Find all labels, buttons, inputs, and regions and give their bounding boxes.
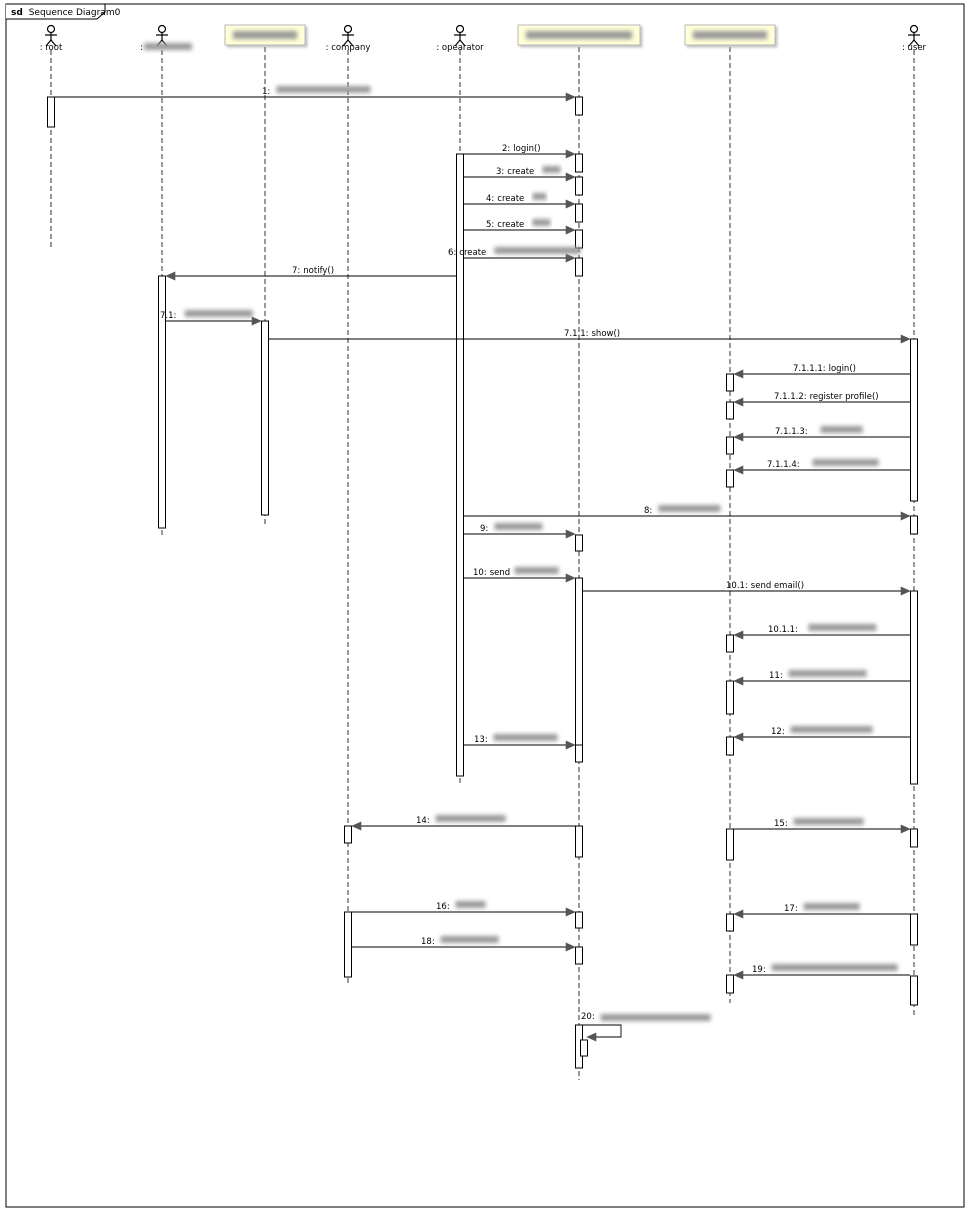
activation-bar	[727, 914, 734, 931]
activation-bar	[727, 437, 734, 454]
message-label	[480, 524, 488, 534]
arrowhead	[352, 822, 361, 830]
arrowhead	[734, 677, 743, 685]
message-label-redacted	[494, 523, 542, 530]
message-26	[352, 936, 575, 951]
arrowhead	[566, 150, 575, 158]
messages	[51, 86, 910, 1041]
activation-bar	[576, 177, 583, 195]
message-text: create	[497, 220, 525, 230]
activation-bar	[911, 976, 918, 1005]
arrowhead	[566, 908, 575, 916]
arrowhead	[734, 433, 743, 441]
arrowhead	[734, 971, 743, 979]
arrowhead	[566, 226, 575, 234]
message-text: login()	[828, 364, 856, 374]
message-label	[793, 364, 856, 374]
message-seq: 7.1.1.4:	[767, 460, 800, 470]
activation-bar	[576, 230, 583, 248]
activation-bar	[576, 912, 583, 928]
message-label	[768, 625, 798, 635]
message-10	[734, 364, 910, 378]
arrowhead	[901, 825, 910, 833]
message-16	[464, 567, 575, 582]
message-seq: 10.1.1:	[768, 625, 798, 635]
message-label	[421, 937, 435, 947]
message-1	[51, 86, 575, 101]
message-14	[464, 505, 910, 520]
message-seq: 14:	[416, 816, 430, 826]
lifelines	[40, 25, 927, 1080]
activation-bar	[727, 975, 734, 993]
message-text: send	[489, 568, 511, 578]
arrowhead	[252, 317, 261, 325]
message-15	[464, 523, 575, 538]
message-seq: 17:	[784, 904, 798, 914]
arrowhead	[566, 574, 575, 582]
message-2	[464, 144, 575, 158]
activation-bar	[576, 154, 583, 172]
activation-bar	[262, 321, 269, 515]
message-label-redacted	[794, 818, 864, 825]
message-3	[464, 166, 575, 181]
message-20	[734, 726, 910, 741]
message-seq: 12:	[771, 727, 785, 737]
message-label	[775, 427, 808, 437]
message-label	[644, 506, 652, 516]
message-19	[734, 670, 910, 685]
activation-bar	[576, 947, 583, 964]
arrowhead	[566, 741, 575, 749]
message-seq: 15:	[774, 819, 788, 829]
message-label	[564, 329, 620, 339]
message-18	[734, 624, 910, 639]
activation-bar	[727, 635, 734, 652]
message-label	[416, 816, 430, 826]
arrowhead	[734, 466, 743, 474]
message-seq: 9:	[480, 524, 489, 534]
message-seq: 5:	[486, 220, 495, 230]
message-label	[436, 902, 450, 912]
message-text: send email()	[750, 581, 805, 591]
message-seq: 10:	[473, 568, 487, 578]
message-17	[583, 581, 910, 595]
message-label	[292, 266, 334, 276]
message-21	[464, 734, 575, 749]
message-label	[262, 87, 270, 97]
message-seq: 19:	[752, 965, 766, 975]
lifeline-label: : root	[39, 43, 63, 53]
activation-bar	[576, 535, 583, 551]
activation-bar	[911, 339, 918, 501]
message-text: login()	[513, 144, 541, 154]
message-seq: 13:	[474, 735, 488, 745]
message-label	[496, 167, 534, 177]
arrowhead	[566, 173, 575, 181]
message-label	[486, 220, 524, 230]
activation-bar	[727, 737, 734, 755]
diagram-frame	[6, 4, 964, 1207]
message-text: create	[497, 194, 525, 204]
activation-bar	[576, 578, 583, 745]
message-23	[734, 818, 910, 833]
message-seq: 2:	[502, 144, 511, 154]
message-24	[352, 901, 575, 916]
arrowhead	[566, 93, 575, 101]
message-label-redacted	[185, 310, 253, 317]
message-text: notify()	[303, 266, 335, 276]
message-label	[502, 144, 541, 154]
message-27	[734, 964, 910, 979]
message-label-redacted	[436, 815, 506, 822]
lifeline-label: : user	[901, 43, 927, 53]
message-13	[734, 459, 910, 474]
message-label	[774, 819, 788, 829]
arrowhead	[734, 733, 743, 741]
arrowhead	[566, 943, 575, 951]
message-label-redacted	[494, 247, 580, 254]
message-label	[774, 392, 879, 402]
lifeline-label: :	[140, 43, 143, 53]
message-28	[581, 1012, 711, 1041]
arrowhead	[901, 335, 910, 343]
message-label-redacted	[515, 567, 559, 574]
message-label	[771, 727, 785, 737]
message-label-redacted	[789, 670, 867, 677]
message-label	[726, 581, 804, 591]
message-seq: 6:	[448, 248, 457, 258]
lifeline-label: : opearator	[436, 43, 484, 53]
message-text: register profile()	[809, 392, 879, 402]
arrowhead	[734, 631, 743, 639]
message-label-redacted	[542, 166, 560, 173]
activation-bar	[911, 914, 918, 945]
activation-bar	[576, 204, 583, 222]
message-label	[581, 1012, 595, 1022]
lifeline-root	[40, 26, 63, 251]
message-label-redacted	[808, 624, 876, 631]
message-label-redacted	[791, 726, 873, 733]
message-seq: 18:	[421, 937, 435, 947]
message-6	[448, 247, 580, 262]
activation-bar	[727, 374, 734, 391]
message-seq: 8:	[644, 506, 653, 516]
message-9	[269, 329, 910, 343]
arrowhead	[901, 512, 910, 520]
message-seq: 20:	[581, 1012, 595, 1022]
arrowhead	[566, 254, 575, 262]
message-label-redacted	[821, 426, 863, 433]
message-label-redacted	[532, 193, 546, 200]
message-seq: 7.1:	[160, 311, 177, 321]
arrowhead	[587, 1033, 596, 1041]
message-text: show()	[591, 329, 621, 339]
message-text: create	[459, 248, 487, 258]
message-11	[734, 392, 910, 406]
arrowhead	[734, 910, 743, 918]
activation-bar	[345, 912, 352, 977]
arrowhead	[166, 272, 175, 280]
message-label	[784, 904, 798, 914]
activation-bar	[727, 470, 734, 487]
activation-bar	[911, 516, 918, 534]
message-12	[734, 426, 910, 441]
activation-bar	[911, 591, 918, 784]
message-seq: 7.1.1.3:	[775, 427, 808, 437]
message-label-redacted	[601, 1014, 711, 1021]
arrowhead	[566, 530, 575, 538]
message-22	[352, 815, 575, 830]
message-label-redacted	[772, 964, 898, 971]
message-label	[486, 194, 524, 204]
message-seq: 7.1.1.1:	[793, 364, 826, 374]
message-seq: 7.1.1:	[564, 329, 589, 339]
message-label-redacted	[441, 936, 499, 943]
object-name-redacted	[693, 31, 767, 39]
message-label	[448, 248, 486, 258]
message-label	[767, 460, 800, 470]
message-8	[160, 310, 261, 325]
lifeline-label-redacted	[144, 43, 192, 50]
activation-bar	[576, 745, 583, 762]
message-seq: 4:	[486, 194, 495, 204]
message-label	[473, 568, 510, 578]
frame-title: Sequence Diagram0	[28, 8, 121, 18]
activation-bar	[727, 402, 734, 419]
self-message-arrow	[583, 1025, 621, 1037]
message-label-redacted	[494, 734, 558, 741]
activation-bar	[345, 826, 352, 843]
activation-bar	[581, 1040, 588, 1056]
message-7	[166, 266, 456, 280]
activation-bar	[48, 97, 55, 127]
message-label	[160, 311, 176, 321]
lifeline-label: : company	[325, 43, 371, 53]
message-5	[464, 219, 575, 234]
arrowhead	[566, 200, 575, 208]
activation-bar	[727, 829, 734, 860]
message-seq: 10.1:	[726, 581, 748, 591]
activation-bar	[576, 97, 583, 115]
message-seq: 7.1.1.2:	[774, 392, 807, 402]
message-label	[474, 735, 488, 745]
activation-bar	[727, 681, 734, 714]
message-25	[734, 903, 910, 918]
actor2-actor-icon	[156, 26, 168, 47]
message-label-redacted	[456, 901, 486, 908]
message-label	[752, 965, 766, 975]
message-label-redacted	[276, 86, 370, 93]
message-seq: 16:	[436, 902, 450, 912]
message-4	[464, 193, 575, 208]
message-seq: 3:	[496, 167, 505, 177]
message-seq: 1:	[262, 87, 271, 97]
message-label	[769, 671, 783, 681]
message-label-redacted	[804, 903, 860, 910]
message-seq: 7:	[292, 266, 301, 276]
object-name-redacted	[233, 31, 297, 39]
activation-bar	[576, 258, 583, 276]
activation-bar	[911, 829, 918, 847]
arrowhead	[734, 398, 743, 406]
message-label-redacted	[813, 459, 879, 466]
arrowhead	[901, 587, 910, 595]
message-label-redacted	[532, 219, 550, 226]
message-label-redacted	[658, 505, 720, 512]
activation-bar	[576, 826, 583, 857]
frame-kind: sd	[11, 8, 23, 18]
message-seq: 11:	[769, 671, 783, 681]
arrowhead	[734, 370, 743, 378]
message-text: create	[507, 167, 535, 177]
object-name-redacted	[526, 31, 632, 39]
